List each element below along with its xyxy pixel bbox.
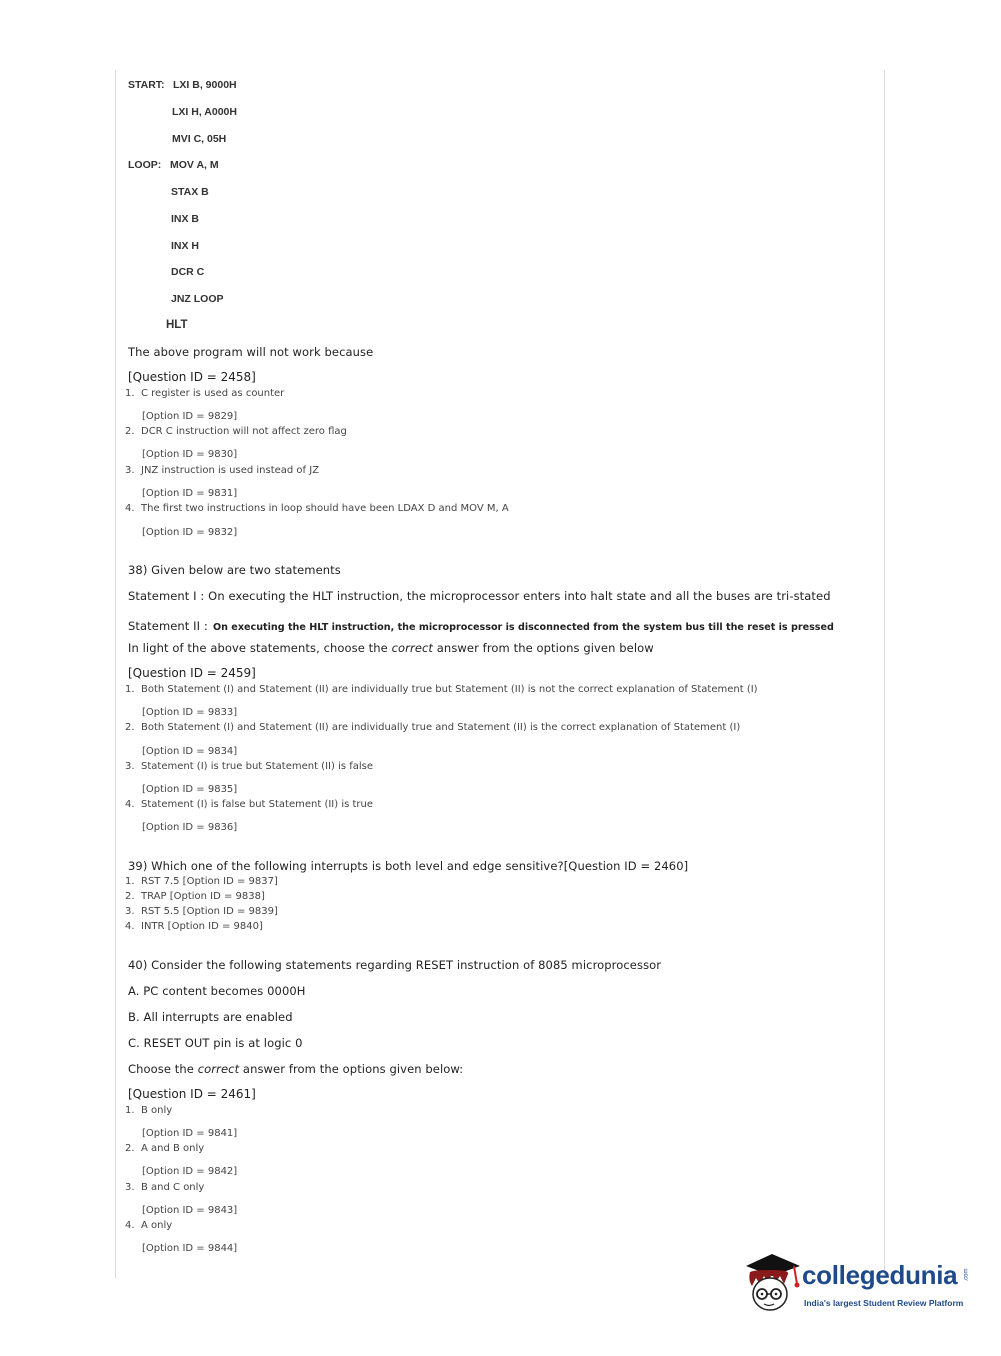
statement-1 [128, 589, 831, 603]
statement-b: B. All interrupts are enabled [128, 1010, 293, 1024]
code-line: DCR C [171, 266, 205, 278]
instruction-text: answer from the options given below: [239, 1062, 464, 1076]
start-label: START: [128, 79, 165, 91]
option-item [125, 1220, 172, 1231]
option-item [125, 388, 284, 399]
instruction-text: In light of the above statements, choose the [128, 641, 392, 655]
student-mascot-icon [742, 1250, 804, 1320]
question-id: [Question ID = 2459] [128, 666, 256, 680]
question-stem: 39) Which one of the following interrupts is both level and edge sensitive?[Question ID = 2460] [128, 859, 689, 873]
option-text: RST 7.5 [Option ID = 9837] [141, 876, 278, 887]
option-number: 4. [125, 921, 135, 932]
option-text: RST 5.5 [Option ID = 9839] [141, 906, 278, 917]
option-item [125, 1182, 204, 1193]
code-line: STAX B [171, 186, 209, 198]
statement-label: Statement II : [128, 619, 208, 633]
option-number: 3. [125, 906, 135, 917]
collegedunia-logo[interactable] [742, 1250, 972, 1320]
option-number: 2. [125, 891, 135, 902]
option-id: [Option ID = 9836] [142, 822, 238, 833]
option-number: 3. [125, 465, 135, 476]
statement-a: A. PC content becomes 0000H [128, 984, 306, 998]
option-id: [Option ID = 9835] [142, 784, 238, 795]
instruction-emphasis: correct [391, 641, 434, 655]
option-id: [Option ID = 9843] [142, 1205, 238, 1216]
option-item [125, 799, 373, 810]
question-stem: 38) Given below are two statements [128, 563, 341, 577]
option-item [125, 876, 278, 887]
instruction-text: answer from the options given below [433, 641, 654, 655]
option-item [125, 1105, 172, 1116]
left-margin-rule [115, 70, 116, 1278]
question-id: [Question ID = 2458] [128, 370, 256, 384]
statement-text: On executing the HLT instruction, the microprocessor is disconnected from the system bus till the reset is pressed [212, 622, 834, 633]
code-line: LXI B, 9000H [173, 79, 237, 91]
option-id: [Option ID = 9844] [142, 1243, 238, 1254]
option-text: DCR C instruction will not affect zero flag [141, 426, 347, 437]
instruction-emphasis: correct [197, 1062, 240, 1076]
option-number: 1. [125, 876, 135, 887]
option-text: A only [141, 1220, 173, 1231]
option-text: INTR [Option ID = 9840] [141, 921, 263, 932]
option-text: B and C only [141, 1182, 205, 1193]
brand-domain: .com [963, 1268, 970, 1282]
option-id: [Option ID = 9834] [142, 746, 238, 757]
code-line: INX B [171, 213, 200, 225]
question-instruction [128, 641, 654, 655]
code-line: MOV A, M [170, 159, 219, 171]
instruction-text: Choose the [128, 1062, 198, 1076]
option-id: [Option ID = 9841] [142, 1128, 238, 1139]
code-line: MVI C, 05H [172, 133, 227, 145]
option-text: A and B only [141, 1143, 205, 1154]
option-number: 2. [125, 722, 135, 733]
option-number: 2. [125, 1143, 135, 1154]
option-number: 1. [125, 1105, 135, 1116]
option-id: [Option ID = 9829] [142, 411, 238, 422]
option-text: The first two instructions in loop should have been LDAX D and MOV M, A [141, 503, 509, 514]
code-line: HLT [166, 319, 188, 331]
option-item [125, 503, 509, 514]
option-id: [Option ID = 9830] [142, 449, 238, 460]
statement-2 [128, 615, 834, 634]
loop-label: LOOP: [128, 159, 162, 171]
statement-text: On executing the HLT instruction, the microprocessor enters into halt state and all the buses are tri-stated [208, 589, 831, 603]
brand-name: collegedunia [802, 1260, 958, 1290]
statement-label: Statement I : [128, 589, 205, 603]
option-number: 4. [125, 1220, 135, 1231]
option-item [125, 684, 758, 695]
option-number: 3. [125, 761, 135, 772]
option-number: 1. [125, 684, 135, 695]
option-text: JNZ instruction is used instead of JZ [141, 465, 320, 476]
option-text: Both Statement (I) and Statement (II) are individually true and Statement (II) is the correct explanation of Statement (I) [141, 722, 741, 733]
question-stem: 40) Consider the following statements regarding RESET instruction of 8085 microprocessor [128, 958, 662, 972]
option-text: Statement (I) is true but Statement (II) is false [141, 761, 374, 772]
option-text: Both Statement (I) and Statement (II) are individually true but Statement (II) is not the correct explanation of Statement (I) [141, 684, 758, 695]
question-stem: The above program will not work because [128, 345, 374, 359]
question-instruction [128, 1062, 463, 1076]
option-number: 4. [125, 799, 135, 810]
option-text: Statement (I) is false but Statement (II) is true [141, 799, 374, 810]
option-id: [Option ID = 9832] [142, 527, 238, 538]
option-number: 2. [125, 426, 135, 437]
option-item [125, 891, 265, 902]
option-number: 3. [125, 1182, 135, 1193]
statement-c: C. RESET OUT pin is at logic 0 [128, 1036, 303, 1050]
option-item [125, 722, 740, 733]
question-id: [Question ID = 2461] [128, 1087, 256, 1101]
brand-tagline: India's largest Student Review Platform [804, 1298, 964, 1308]
option-item [125, 426, 347, 437]
right-margin-rule [884, 70, 885, 1278]
code-line: JNZ LOOP [171, 293, 224, 305]
code-line: INX H [171, 240, 200, 252]
option-number: 4. [125, 503, 135, 514]
option-item [125, 1143, 204, 1154]
option-id: [Option ID = 9842] [142, 1166, 238, 1177]
option-text: C register is used as counter [141, 388, 285, 399]
option-item [125, 906, 278, 917]
option-item [125, 761, 373, 772]
option-number: 1. [125, 388, 135, 399]
option-id: [Option ID = 9833] [142, 707, 238, 718]
option-text: B only [141, 1105, 173, 1116]
option-id: [Option ID = 9831] [142, 488, 238, 499]
option-item [125, 921, 263, 932]
code-line: LXI H, A000H [172, 106, 237, 118]
option-item [125, 465, 319, 476]
option-text: TRAP [Option ID = 9838] [141, 891, 265, 902]
